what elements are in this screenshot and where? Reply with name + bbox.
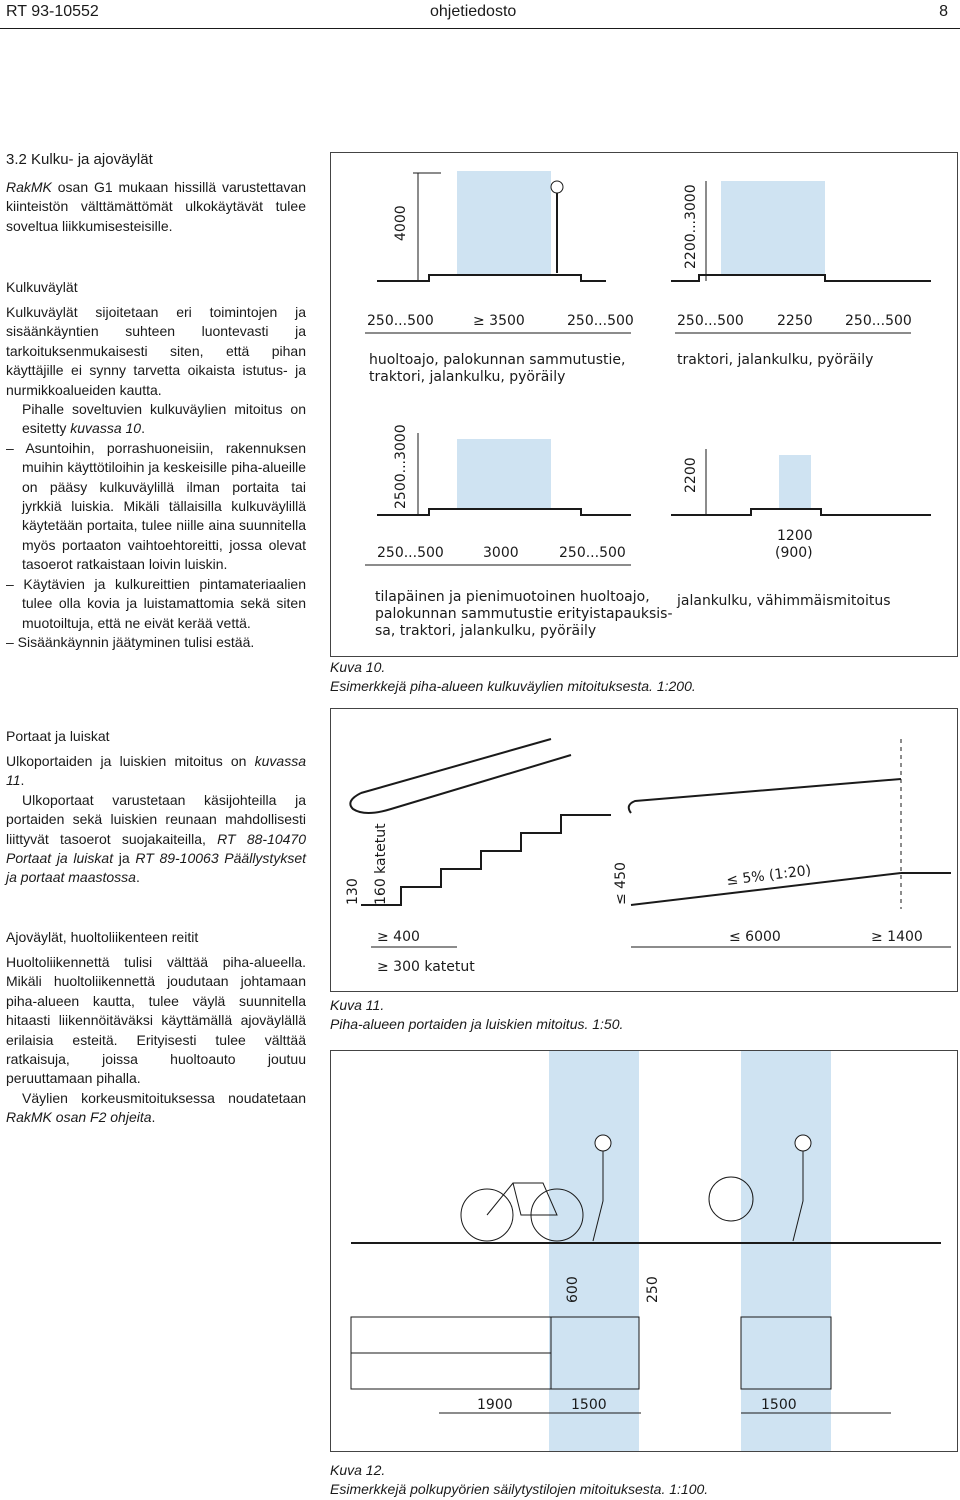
dim-e: 1500	[761, 1397, 797, 1413]
figure-10-drawing	[331, 153, 957, 656]
ajovaylat-p2: Väylien korkeusmitoituksessa noudatetaan RakMK osan F2 ohjeita.	[6, 1089, 306, 1126]
figure-10-caption-text: Esimerkkejä piha-alueen kulkuväylien mitoituksesta. 1:200.	[330, 678, 696, 694]
dim-slope: ≤ 5% (1:20)	[725, 862, 813, 889]
dim-side-c-right: 250...500	[559, 545, 626, 561]
figure-10	[330, 152, 958, 657]
ajovaylat-heading: Ajoväylät, huoltoliikenteen reitit	[6, 929, 199, 945]
stair-handrail	[350, 739, 571, 813]
dim-height-c: 2500...3000	[393, 424, 409, 509]
dim-rise: ≤ 450	[613, 862, 629, 905]
dim-height-d: 2200	[683, 457, 699, 493]
dim-landing: ≥ 400	[377, 929, 420, 945]
kulkuvaylat-section	[6, 278, 306, 652]
dim-rest: ≥ 1400	[871, 929, 923, 945]
stair-profile	[361, 815, 611, 905]
ajovaylat-p1: Huoltoliikennettä tulisi välttää piha-alueella. Mikäli huoltoliikennettä joudutaan johtamaan piha-alueen kautta, tulee väylä suunnitella hitaasti liikennöitäväksi käyttämällä ajoväylällä erilaisia esteitä. Erityisesti tulee välttää ratkaisuja, joissa huoltoauto joutuu peruuttamaan pihalla.	[6, 954, 306, 1087]
dim-d: 1500	[571, 1397, 607, 1413]
dim-main-d2: (900)	[775, 545, 813, 561]
dim-main-a: ≥ 3500	[473, 313, 525, 329]
page-header	[0, 0, 960, 24]
section-title: 3.2 Kulku- ja ajoväylät	[6, 151, 153, 168]
figure-10-label: Kuva 10.	[330, 659, 386, 675]
ground-profile-b	[671, 275, 931, 281]
figure-12-label: Kuva 12.	[330, 1462, 386, 1478]
lamp-icon	[551, 181, 563, 193]
kulkuvaylat-bullet-3: – Sisäänkäynnin jäätyminen tulisi estää.	[6, 633, 255, 650]
dim-a: 600	[565, 1276, 581, 1303]
plan-slot-2	[351, 1353, 551, 1389]
label-b: traktori, jalankulku, pyöräily	[677, 352, 874, 368]
figure-11-drawing	[331, 709, 957, 991]
storage-bay-b	[741, 1051, 831, 1451]
ground-profile-a	[377, 275, 606, 281]
section-intro	[6, 150, 306, 236]
dim-riser-b: 160 katetut	[373, 823, 389, 905]
dim-ramp: ≤ 6000	[729, 929, 781, 945]
label-c-line3: sa, traktori, jalankulku, pyöräily	[375, 623, 597, 639]
header-divider	[0, 28, 960, 29]
dim-main-d1: 1200	[777, 528, 813, 544]
dim-side-b-right: 250...500	[845, 313, 912, 329]
section-intro-text: RakMK osan G1 mukaan hissillä varustettavan kiinteistön välttämättömät ulkokäytävät tulee soveltua liikkumisesteisille.	[6, 179, 306, 234]
clearance-box-b	[721, 181, 825, 275]
clearance-box-a	[457, 171, 551, 275]
portaat-heading: Portaat ja luiskat	[6, 728, 110, 744]
label-c-line2: palokunnan sammutustie erityistapauksis-	[375, 606, 673, 622]
kulkuvaylat-p2: Pihalle soveltuvien kulkuväylien mitoitus on esitetty kuvassa 10.	[22, 401, 306, 437]
dim-tread: ≥ 300 katetut	[377, 959, 475, 975]
doc-id: RT 93-10552	[6, 3, 99, 20]
plan-slot-1	[351, 1317, 551, 1353]
kulkuvaylat-bullet-1: – Asuntoihin, porrashuoneisiin, rakennuksen muihin käyttötiloihin ja keskeisille piha-alueille on pääsy kulkuväylillä ilman portaita tai jyrkkiä luiskia. Mikäli tällaisilla kulkuväylillä käytetään portaita, tulee niille aina suunnitella myös portaaton vaihtoehtoreitti, jossa olevat tasoerot ratkaistaan loivin luiskin.	[6, 439, 306, 573]
kulkuvaylat-p1: Kulkuväylät sijoitetaan eri toimintojen ja sisäänkäyntien suhteen luontevasti ja tarkoituksenmukaisesti siten, että pihan käyttäjille ei synny tarvetta oikaista istutus- ja nurmikkoalueiden kautta.	[6, 304, 306, 398]
ground-profile-c	[377, 509, 631, 515]
dim-side-a-right: 250...500	[567, 313, 634, 329]
figure-12-caption	[330, 1461, 708, 1499]
label-a-line2: traktori, jalankulku, pyöräily	[369, 369, 566, 385]
ramp-handrail	[629, 779, 901, 813]
kulkuvaylat-heading: Kulkuväylät	[6, 279, 78, 295]
page-number: 8	[939, 3, 948, 20]
figure-11	[330, 708, 958, 992]
label-d: jalankulku, vähimmäismitoitus	[677, 593, 891, 609]
figure-12-drawing	[331, 1051, 957, 1451]
ground-profile-d	[671, 509, 931, 515]
person-head-icon	[595, 1135, 611, 1151]
dim-c: 1900	[477, 1397, 513, 1413]
dim-main-c: 3000	[483, 545, 519, 561]
dim-height-a: 4000	[393, 205, 409, 241]
dim-b: 250	[645, 1276, 661, 1303]
figure-11-label: Kuva 11.	[330, 997, 385, 1013]
label-a-line1: huoltoajo, palokunnan sammutustie,	[369, 352, 626, 368]
storage-bay-a	[549, 1051, 639, 1451]
bicycle-frame-icon	[487, 1183, 557, 1215]
figure-12-caption-text: Esimerkkejä polkupyörien säilytystilojen mitoituksesta. 1:100.	[330, 1481, 709, 1497]
portaat-p2: Ulkoportaat varustetaan käsijohteilla ja portaiden sekä luiskien reunaan mahdollisesti liittyvät tasoerot suojakaiteilla, RT 88-10470 Portaat ja luiskat ja RT 89-10063 Päällystykset ja portaat maastossa.	[6, 791, 306, 886]
dim-main-b: 2250	[777, 313, 813, 329]
clearance-box-d	[779, 455, 811, 509]
figure-11-caption	[330, 996, 623, 1034]
figure-10-caption	[330, 658, 696, 696]
portaat-p1: Ulkoportaiden ja luiskien mitoitus on kuvassa 11.	[6, 753, 306, 789]
label-c-line1: tilapäinen ja pienimuotoinen huoltoajo,	[375, 589, 650, 605]
dim-side-a-left: 250...500	[367, 313, 434, 329]
figure-12	[330, 1050, 958, 1452]
kulkuvaylat-bullet-2: – Käytävien ja kulkureittien pintamateriaalien tulee olla kovia ja luistamattomia sekä siten muotoiltuja, että ne eivät kerää vettä.	[6, 575, 306, 631]
doc-type: ohjetiedosto	[430, 3, 517, 20]
dim-riser-a: 130	[345, 878, 361, 905]
portaat-section	[6, 727, 306, 888]
dim-side-c-left: 250...500	[377, 545, 444, 561]
person-head-b-icon	[795, 1135, 811, 1151]
dim-side-b-left: 250...500	[677, 313, 744, 329]
ajovaylat-section	[6, 928, 306, 1128]
figure-11-caption-text: Piha-alueen portaiden ja luiskien mitoitus. 1:50.	[330, 1016, 624, 1032]
dim-height-b: 2200...3000	[683, 184, 699, 269]
clearance-box-c	[457, 439, 551, 509]
